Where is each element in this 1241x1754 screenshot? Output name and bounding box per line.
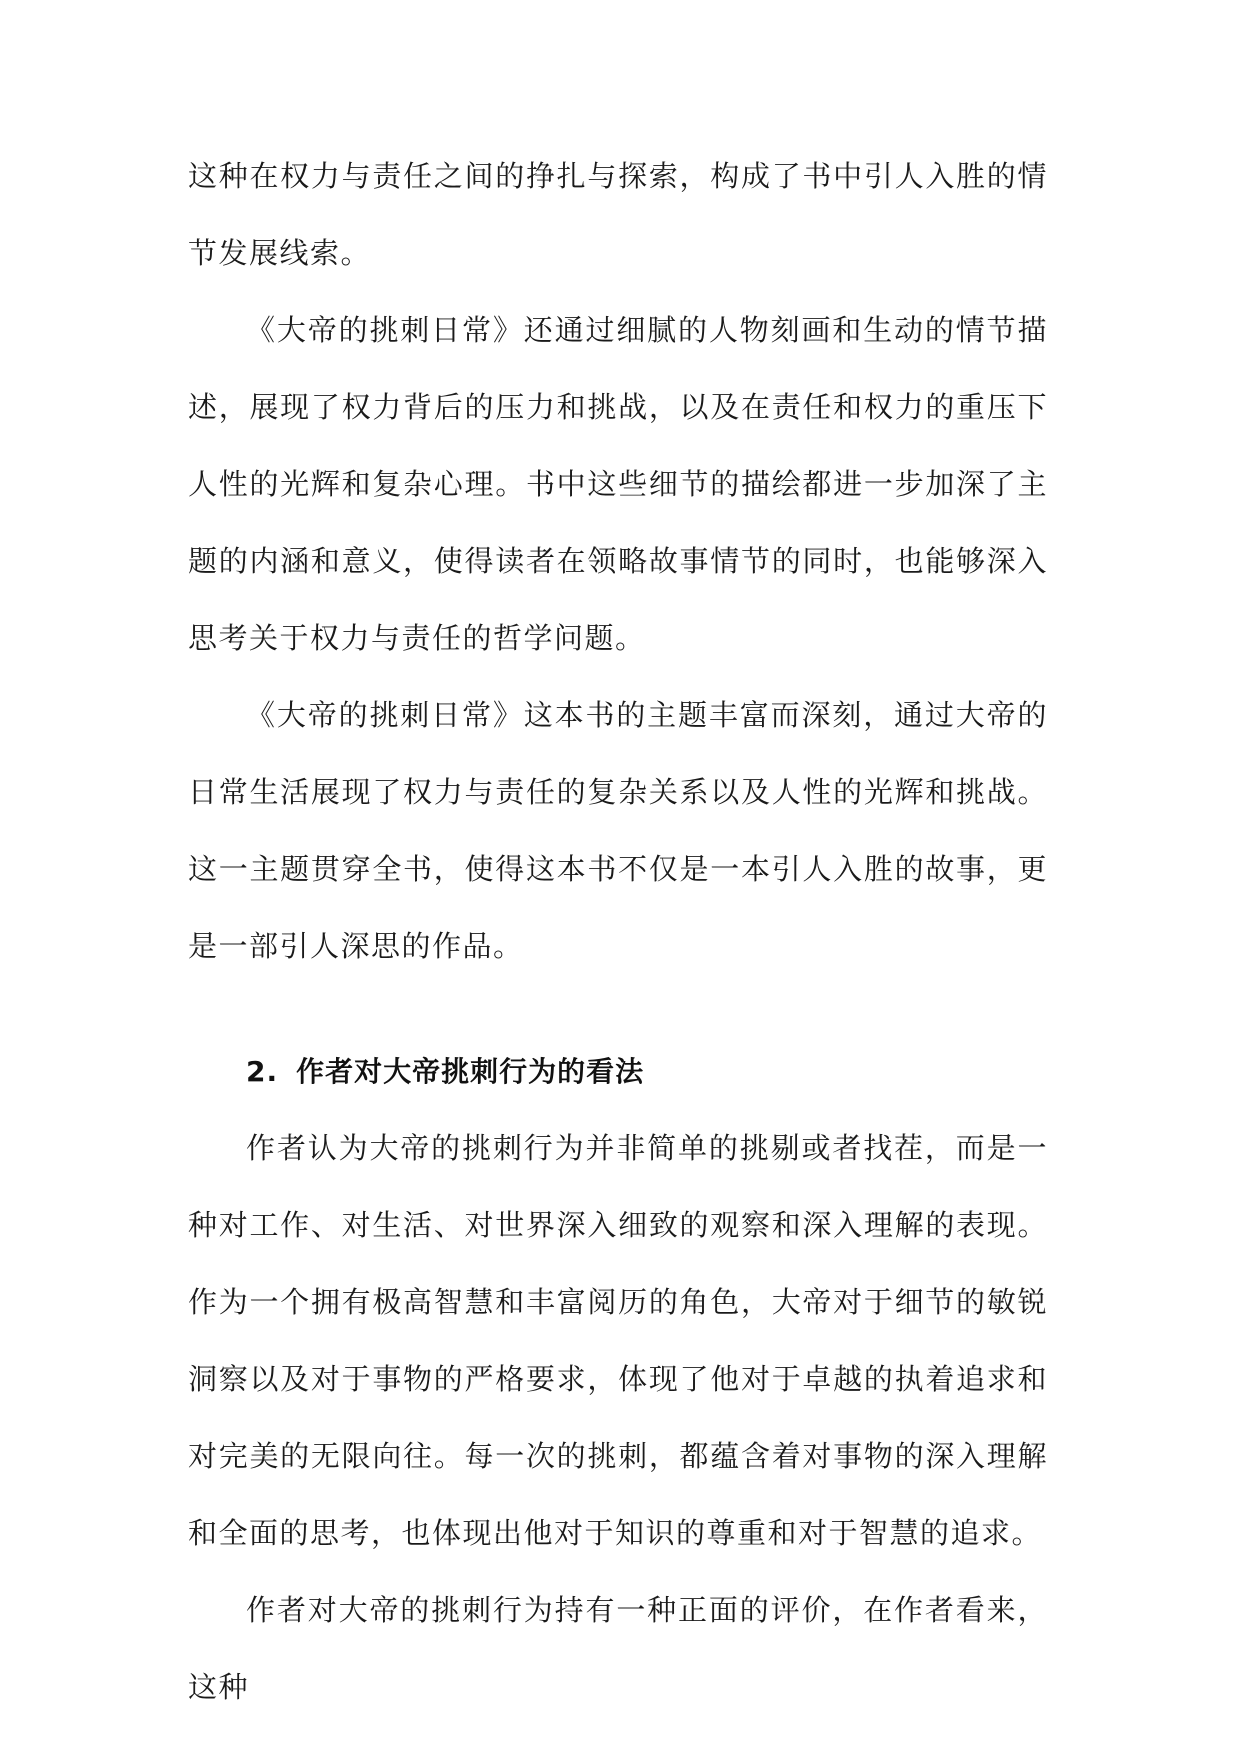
paragraph-1: 这种在权力与责任之间的挣扎与探索，构成了书中引人入胜的情节发展线索。 — [188, 159, 1048, 270]
section-heading — [188, 1033, 1048, 1110]
paragraph-2: 《大帝的挑刺日常》还通过细腻的人物刻画和生动的情节描述，展现了权力背后的压力和挑战，以及在责任和权力的重压下人性的光辉和复杂心理。书中这些细节的描绘都进一步加深了主题的内涵和意义，使得读者在领略故事情节的同时，也能够深入思考关于权力与责任的哲学问题。 — [188, 313, 1048, 655]
paragraph-3: 《大帝的挑刺日常》这本书的主题丰富而深刻，通过大帝的日常生活展现了权力与责任的复杂关系以及人性的光辉和挑战。这一主题贯穿全书，使得这本书不仅是一本引人入胜的故事，更是一部引人深思的作品。 — [188, 698, 1048, 963]
section-number: 2. — [246, 1055, 279, 1088]
document-page — [188, 138, 1048, 1726]
paragraph-5: 作者对大帝的挑刺行为持有一种正面的评价，在作者看来，这种 — [188, 1593, 1048, 1704]
paragraph-4: 作者认为大帝的挑刺行为并非简单的挑剔或者找茬，而是一种对工作、对生活、对世界深入细致的观察和深入理解的表现。作为一个拥有极高智慧和丰富阅历的角色，大帝对于细节的敏锐洞察以及对于事物的严格要求，体现了他对于卓越的执着追求和对完美的无限向往。每一次的挑刺，都蕴含着对事物的深入理解和全面的思考，也体现出他对于知识的尊重和对于智慧的追求。 — [188, 1131, 1048, 1550]
section-title: 作者对大帝挑刺行为的看法 — [296, 1055, 645, 1088]
